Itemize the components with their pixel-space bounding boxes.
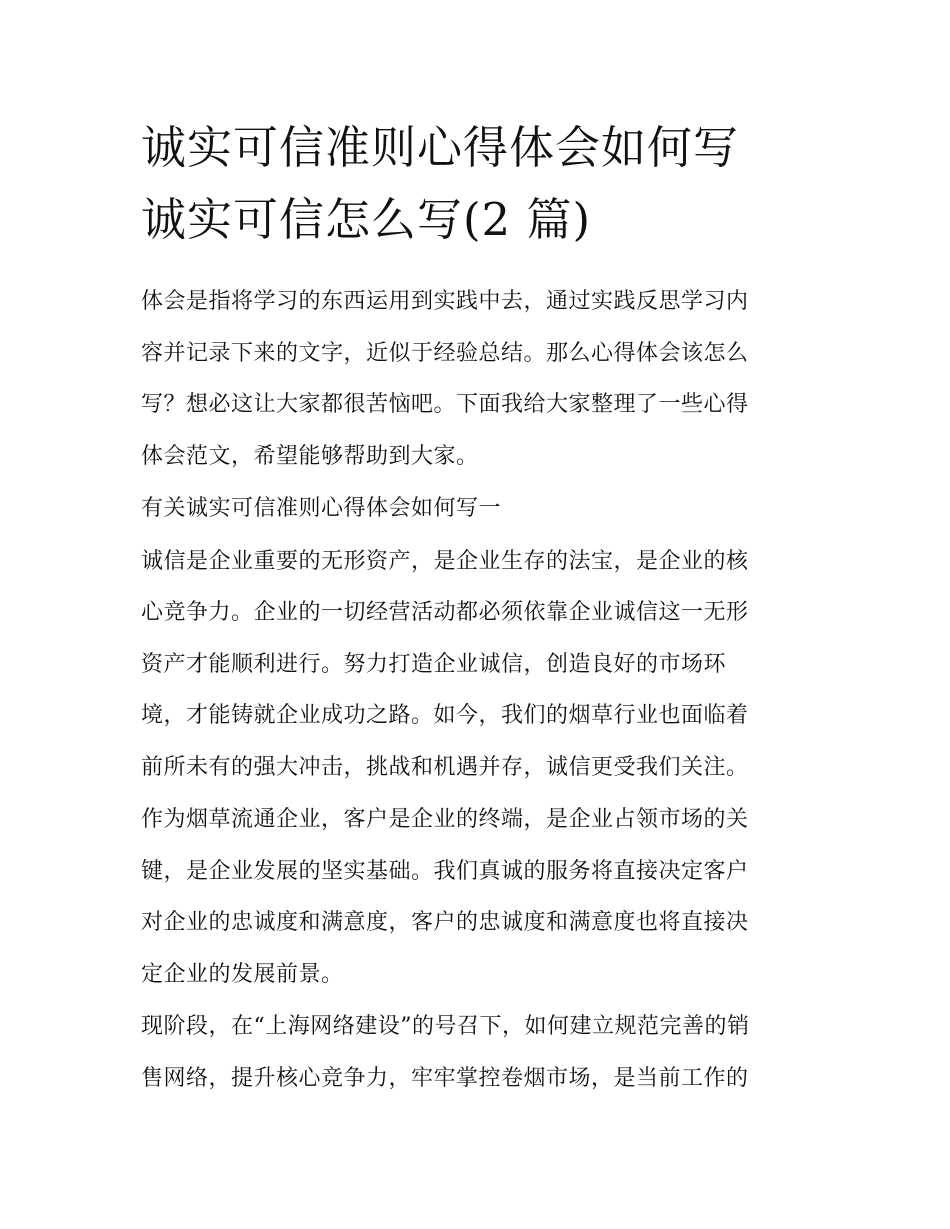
document-content	[141, 112, 813, 1105]
paragraph-line: 前所未有的强大冲击，挑战和机遇并存，诚信更受我们关注。	[141, 754, 749, 780]
paragraph-line: 作为烟草流通企业，客户是企业的终端，是企业占领市场的关	[141, 807, 749, 832]
paragraph-line: 对企业的忠诚度和满意度，客户的忠诚度和满意度也将直接决	[141, 910, 749, 935]
intro-paragraph	[141, 276, 813, 482]
section-heading-text: 有关诚实可信准则心得体会如何写一	[141, 496, 502, 521]
paragraph-line: 键，是企业发展的坚实基础。我们真诚的服务将直接决定客户	[141, 858, 749, 884]
intro-line: 写？想必这让大家都很苦恼吧。下面我给大家整理了一些心得	[141, 392, 749, 417]
body-paragraph-3	[141, 1001, 813, 1104]
section-heading	[141, 483, 813, 535]
body-paragraph-1	[141, 536, 813, 794]
paragraph-line: 售网络，提升核心竞争力，牢牢掌控卷烟市场，是当前工作的	[141, 1065, 749, 1091]
paragraph-line: 心竞争力。企业的一切经营活动都必须依靠企业诚信这一无形	[141, 600, 749, 625]
title-line-2: 诚实可信怎么写(2 篇)	[141, 193, 592, 246]
paragraph-line: 现阶段，在“上海网络建设”的号召下，如何建立规范完善的销	[141, 1014, 750, 1039]
body-paragraph-2	[141, 794, 813, 1000]
intro-line: 容并记录下来的文字，近似于经验总结。那么心得体会该怎么	[141, 340, 749, 366]
title-line-1: 诚实可信准则心得体会如何写	[141, 121, 740, 174]
intro-line: 体会范文，希望能够帮助到大家。	[141, 443, 479, 469]
paragraph-line: 定企业的发展前景。	[141, 961, 344, 987]
intro-line: 体会是指将学习的东西运用到实践中去，通过实践反思学习内	[141, 289, 749, 314]
paragraph-line: 诚信是企业重要的无形资产，是企业生存的法宝，是企业的核	[141, 548, 749, 574]
paragraph-line: 资产才能顺利进行。努力打造企业诚信，创造良好的市场环	[141, 651, 727, 677]
paragraph-line: 境，才能铸就企业成功之路。如今，我们的烟草行业也面临着	[141, 703, 749, 728]
document-title	[141, 112, 813, 256]
